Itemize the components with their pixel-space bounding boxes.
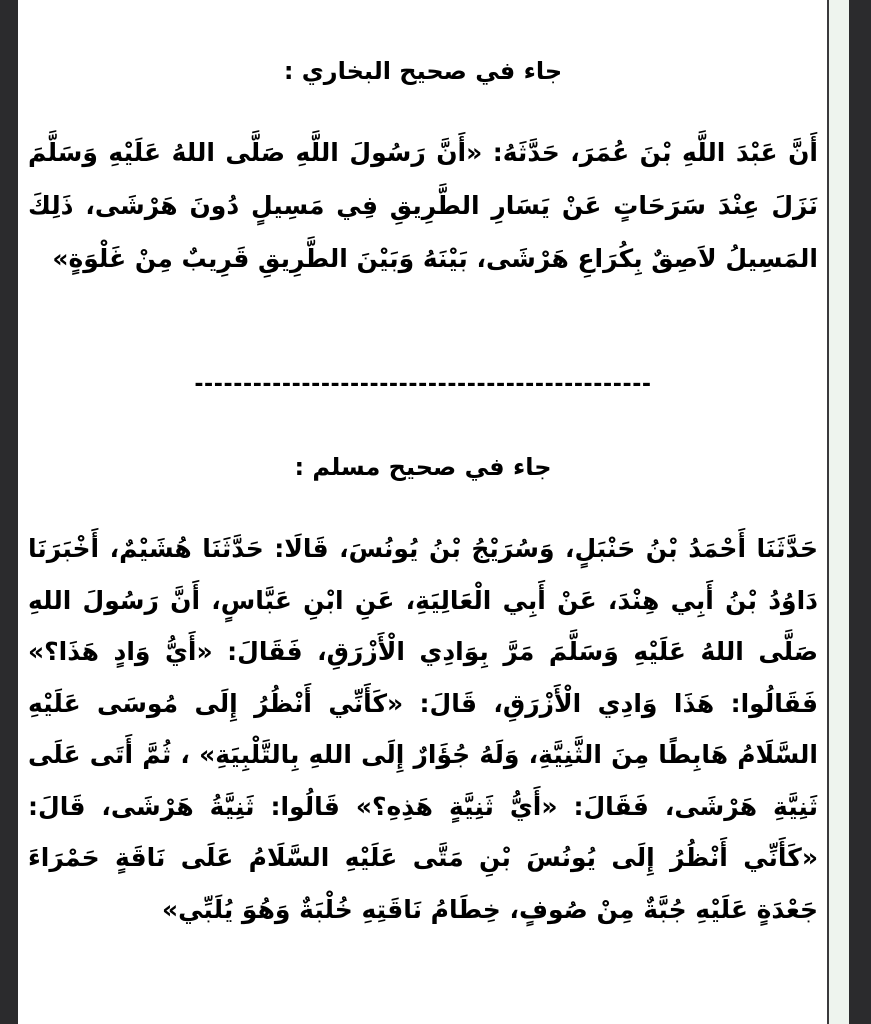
bukhari-hadith-text: أَنَّ عَبْدَ اللَّهِ بْنَ عُمَرَ، حَدَّثَهُ: «أَنَّ رَسُولَ اللَّهِ صَلَّى اللهُ عَلَيْهِ وَسَلَّمَ نَزَلَ عِنْدَ سَرَحَاتٍ عَنْ يَسَارِ الطَّرِيقِ فِي مَسِيلٍ دُونَ هَرْشَى، ذَلِكَ المَسِيلُ لاَصِقٌ بِكُرَاعِ هَرْشَى، بَيْنَهُ وَبَيْنَ الطَّرِيقِ قَرِيبٌ مِنْ غَلْوَةٍ» [28, 138, 818, 273]
bukhari-heading: جاء في صحيح البخاري : [283, 57, 563, 85]
muslim-heading: جاء في صحيح مسلم : [294, 453, 552, 481]
document-page [18, 0, 827, 1024]
section-divider: ----------------------------------------------- [194, 372, 652, 397]
muslim-hadith-text: حَدَّثَنَا أَحْمَدُ بْنُ حَنْبَلٍ، وَسُرَيْجُ بْنُ يُونُسَ، قَالَا: حَدَّثَنَا هُشَيْمٌ، أَخْبَرَنَا دَاوُدُ بْنُ أَبِي هِنْدَ، عَنْ أَبِي الْعَالِيَةِ، عَنِ ابْنِ عَبَّاسٍ، أَنَّ رَسُولَ اللهِ صَلَّى اللهُ عَلَيْهِ وَسَلَّمَ مَرَّ بِوَادِي الْأَزْرَقِ، فَقَالَ: «أَيُّ وَادٍ هَذَا؟» فَقَالُوا: هَذَا وَادِي الْأَزْرَقِ، قَالَ: «كَأَنِّي أَنْظُرُ إِلَى مُوسَى عَلَيْهِ السَّلَامُ هَابِطًا مِنَ الثَّنِيَّةِ، وَلَهُ جُؤَارٌ إِلَى اللهِ بِالتَّلْبِيَةِ» ، ثُمَّ أَتَى عَلَى ثَنِيَّةِ هَرْشَى، فَقَالَ: «أَيُّ ثَنِيَّةٍ هَذِهِ؟» قَالُوا: ثَنِيَّةُ هَرْشَى، قَالَ: «كَأَنِّي أَنْظُرُ إِلَى يُونُسَ بْنِ مَتَّى عَلَيْهِ السَّلَامُ عَلَى نَاقَةٍ حَمْرَاءَ جَعْدَةٍ عَلَيْهِ جُبَّةٌ مِنْ صُوفٍ، خِطَامُ نَاقَتِهِ خُلْبَةٌ وَهُوَ يُلَبِّي» [28, 534, 818, 924]
viewer-right-margin [829, 0, 849, 1024]
viewer-right-edge [849, 0, 871, 1024]
viewer-left-edge [0, 0, 18, 1024]
